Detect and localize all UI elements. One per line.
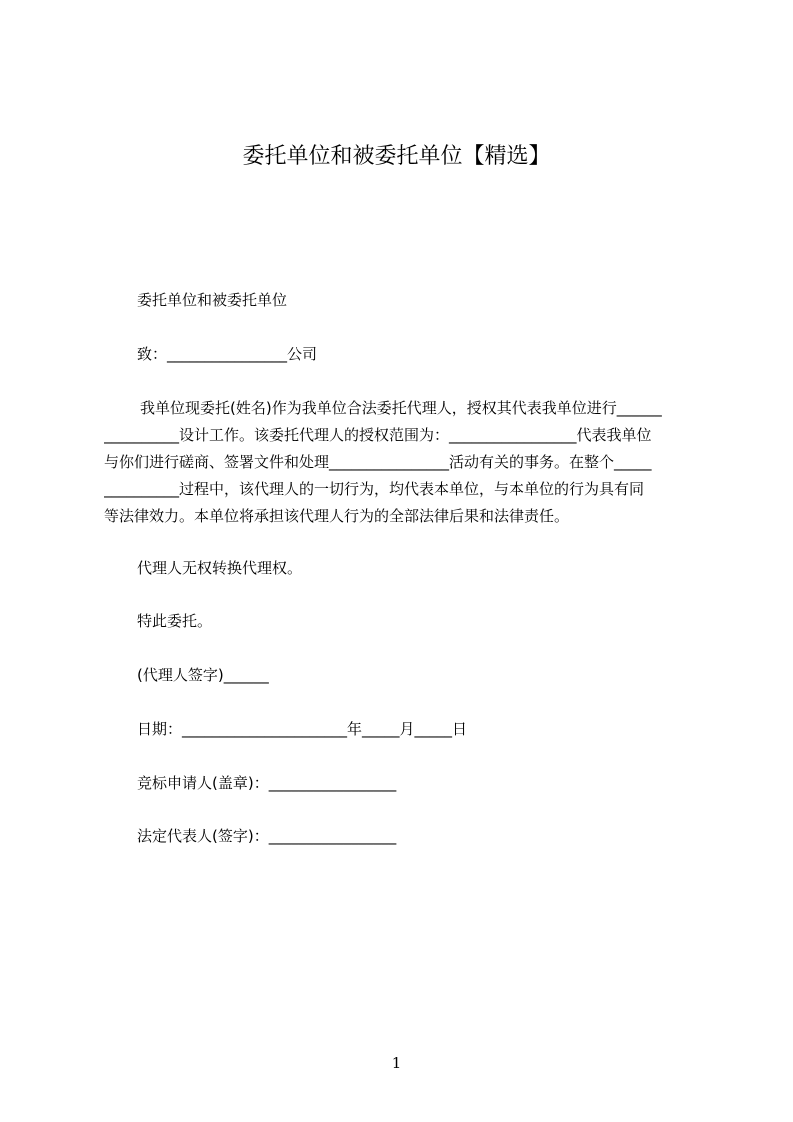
no-transfer-clause: 代理人无权转换代理权。 (137, 559, 303, 577)
paragraph-line: 我单位现委托(姓名)作为我单位合法委托代理人，授权其代表我单位进行______ (140, 399, 662, 417)
paragraph-line: 与你们进行磋商、签署文件和处理________________活动有关的事务。在整个_____ (104, 453, 652, 471)
paragraph-line: __________设计工作。该委托代理人的授权范围为：_________________代表我单位 (104, 426, 652, 444)
document-title: 委托单位和被委托单位【精选】 (242, 144, 551, 169)
paragraph-line: 等法律效力。本单位将承担该代理人行为的全部法律后果和法律责任。 (104, 507, 570, 525)
paragraph-line: __________过程中，该代理人的一切行为，均代表本单位，与本单位的行为具有同 (104, 480, 645, 498)
agent-signature-line: (代理人签字)______ (137, 666, 269, 684)
legal-representative-signature-line: 法定代表人(签字)：_________________ (137, 827, 397, 845)
addressee-line: 致：________________公司 (137, 345, 318, 363)
special-statement: 特此委托。 (137, 612, 213, 630)
applicant-seal-line: 竞标申请人(盖章)：_________________ (137, 774, 397, 792)
date-line: 日期：______________________年_____月_____日 (137, 720, 468, 738)
page-number: 1 (391, 1054, 402, 1072)
section-heading: 委托单位和被委托单位 (137, 291, 288, 309)
